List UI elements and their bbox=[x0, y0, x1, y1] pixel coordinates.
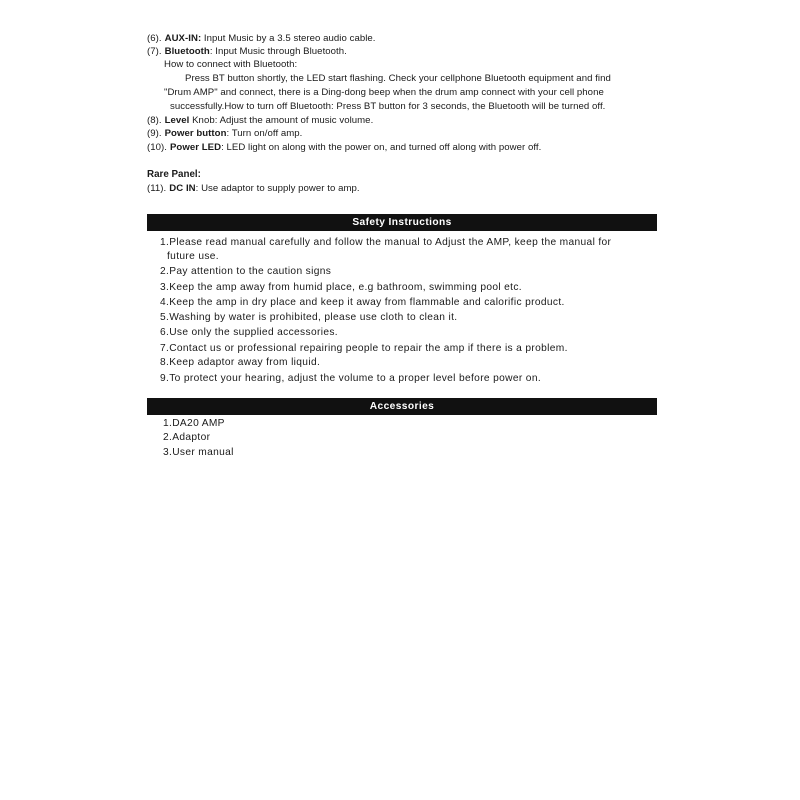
accessories-header: Accessories bbox=[147, 398, 657, 415]
rare-panel-heading: Rare Panel: bbox=[147, 169, 201, 180]
safety-item-continued: future use. bbox=[167, 251, 219, 262]
item-power-led bbox=[147, 142, 541, 154]
safety-instructions-header: Safety Instructions bbox=[147, 214, 657, 231]
bluetooth-how-to: How to connect with Bluetooth: bbox=[164, 59, 298, 70]
item-number: (10). bbox=[147, 142, 167, 153]
item-number: (7). bbox=[147, 46, 162, 57]
bluetooth-instructions-line-1: Press BT button shortly, the LED start flashing. Check your cellphone Bluetooth equipment and find bbox=[185, 73, 611, 84]
safety-item: 7.Contact us or professional repairing people to repair the amp if there is a problem. bbox=[160, 343, 568, 354]
item-level bbox=[147, 115, 373, 127]
safety-item: 2.Pay attention to the caution signs bbox=[160, 266, 332, 277]
item-text: : Turn on/off amp. bbox=[226, 128, 303, 139]
item-text: Knob: Adjust the amount of music volume. bbox=[189, 115, 374, 126]
item-term: DC IN bbox=[169, 183, 196, 194]
item-text: : LED light on along with the power on, and turned off along with power off. bbox=[221, 142, 542, 153]
item-term: Power button bbox=[164, 128, 227, 139]
accessory-item: 1.DA20 AMP bbox=[163, 418, 225, 429]
item-bluetooth bbox=[147, 46, 347, 58]
safety-item: 5.Washing by water is prohibited, please use cloth to clean it. bbox=[160, 312, 458, 323]
safety-item: 4.Keep the amp in dry place and keep it away from flammable and calorific product. bbox=[160, 297, 565, 308]
item-text: : Input Music through Bluetooth. bbox=[209, 46, 347, 57]
item-number: (8). bbox=[147, 115, 162, 126]
item-term: AUX-IN: bbox=[164, 33, 202, 44]
safety-item: 8.Keep adaptor away from liquid. bbox=[160, 357, 321, 368]
item-aux-in bbox=[147, 33, 376, 45]
safety-item: 6.Use only the supplied accessories. bbox=[160, 327, 338, 338]
item-term: Power LED bbox=[169, 142, 222, 153]
bluetooth-instructions-line-2: "Drum AMP" and connect, there is a Ding-dong beep when the drum amp connect with your cell phone bbox=[164, 87, 604, 98]
safety-item: 9.To protect your hearing, adjust the volume to a proper level before power on. bbox=[160, 373, 542, 384]
item-term: Level bbox=[164, 115, 190, 126]
item-power-button bbox=[147, 128, 302, 140]
accessory-item: 3.User manual bbox=[163, 447, 234, 458]
item-number: (6). bbox=[147, 33, 162, 44]
bluetooth-instructions-line-3: successfully.How to turn off Bluetooth: Press BT button for 3 seconds, the Bluetooth will be turned off. bbox=[170, 101, 606, 112]
item-number: (11). bbox=[147, 183, 167, 194]
accessory-item: 2.Adaptor bbox=[163, 432, 211, 443]
item-text: Input Music by a 3.5 stereo audio cable. bbox=[201, 33, 376, 44]
item-dc-in bbox=[147, 183, 360, 195]
safety-item: 3.Keep the amp away from humid place, e.g bathroom, swimming pool etc. bbox=[160, 282, 522, 293]
item-term: Bluetooth bbox=[164, 46, 210, 57]
safety-item: 1.Please read manual carefully and follow the manual to Adjust the AMP, keep the manual for bbox=[160, 237, 612, 248]
item-number: (9). bbox=[147, 128, 162, 139]
item-text: : Use adaptor to supply power to amp. bbox=[195, 183, 360, 194]
